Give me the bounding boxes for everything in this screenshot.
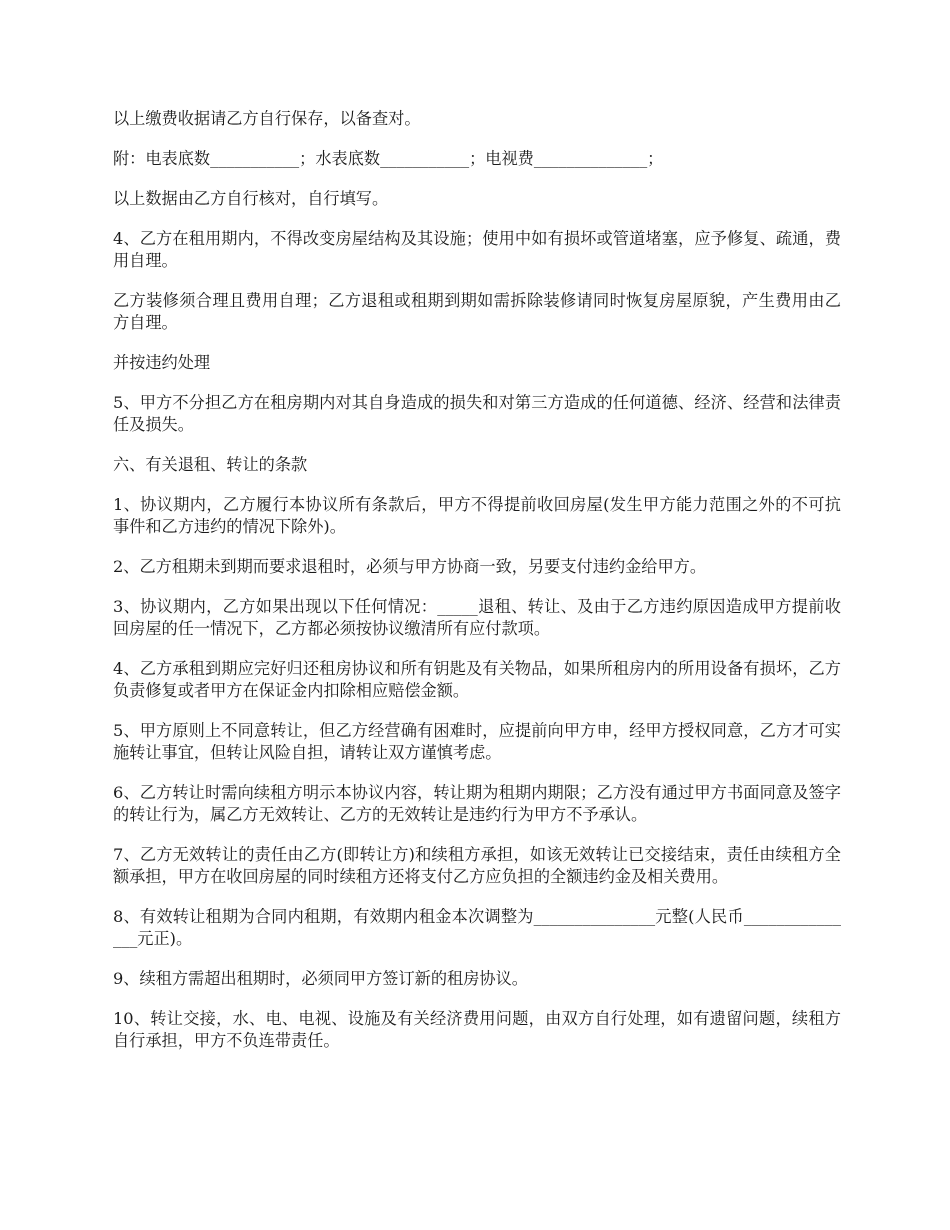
paragraph-transfer-clause-5: 5、甲方原则上不同意转让，但乙方经营确有困难时，应提前向甲方申，经甲方授权同意，乙方才可实施转让事宜，但转让风险自担，请转让双方谨慎考虑。 (113, 721, 841, 762)
paragraph-transfer-clause-10: 10、转让交接，水、电、电视、设施及有关经济费用问题，由双方自行处理，如有遗留问题，续租方自行承担，甲方不负连带责任。 (113, 1009, 841, 1050)
paragraph-transfer-clause-6: 6、乙方转让时需向续租方明示本协议内容，转让期为租期内期限；乙方没有通过甲方书面同意及签字的转让行为，属乙方无效转让、乙方的无效转让是违约行为甲方不予承认。 (113, 783, 841, 824)
paragraph-transfer-clause-2: 2、乙方租期未到期而要求退租时，必须与甲方协商一致，另要支付违约金给甲方。 (113, 557, 707, 576)
paragraph-self-check: 以上数据由乙方自行核对，自行填写。 (113, 189, 389, 208)
paragraph-clause-5-liability: 5、甲方不分担乙方在租房期内对其自身造成的损失和对第三方造成的任何道德、经济、经营和法律责任及损失。 (113, 393, 841, 434)
paragraph-transfer-clause-1: 1、协议期内，乙方履行本协议所有条款后，甲方不得提前收回房屋(发生甲方能力范围之外的不可抗事件和乙方违约的情况下除外)。 (113, 495, 841, 536)
paragraph-transfer-clause-7: 7、乙方无效转让的责任由乙方(即转让方)和续租方承担，如该无效转让已交接结束，责任由续租方全额承担，甲方在收回房屋的同时续租方还将支付乙方应负担的全额违约金及相关费用。 (113, 845, 841, 886)
paragraph-transfer-clause-9: 9、续租方需超出租期时，必须同甲方签订新的租房协议。 (113, 969, 528, 988)
paragraph-transfer-clause-4: 4、乙方承租到期应完好归还租房协议和所有钥匙及有关物品，如果所租房内的所用设备有损坏，乙方负责修复或者甲方在保证金内扣除相应赔偿金额。 (113, 659, 841, 700)
paragraph-meter-readings: 附：电表底数___________；水表底数___________；电视费______________； (113, 149, 664, 168)
section-heading-termination-transfer: 六、有关退租、转让的条款 (113, 455, 308, 474)
paragraph-renovation: 乙方装修须合理且费用自理；乙方退租或租期到期如需拆除装修请同时恢复房屋原貌，产生费用由乙方自理。 (113, 291, 841, 332)
paragraph-transfer-clause-8: 8、有效转让租期为合同内租期，有效期内租金本次调整为_______________元整(人民币_______________元正)。 (113, 907, 841, 948)
paragraph-clause-4-structure: 4、乙方在租用期内，不得改变房屋结构及其设施；使用中如有损坏或管道堵塞，应予修复、疏通，费用自理。 (113, 229, 841, 270)
paragraph-breach-handling: 并按违约处理 (113, 353, 211, 372)
paragraph-receipt-note: 以上缴费收据请乙方自行保存，以备查对。 (113, 109, 421, 128)
document-page (113, 108, 841, 1070)
paragraph-transfer-clause-3: 3、协议期内，乙方如果出现以下任何情况：_____退租、转让、及由于乙方违约原因造成甲方提前收回房屋的任一情况下，乙方都必须按协议缴清所有应付款项。 (113, 597, 841, 638)
